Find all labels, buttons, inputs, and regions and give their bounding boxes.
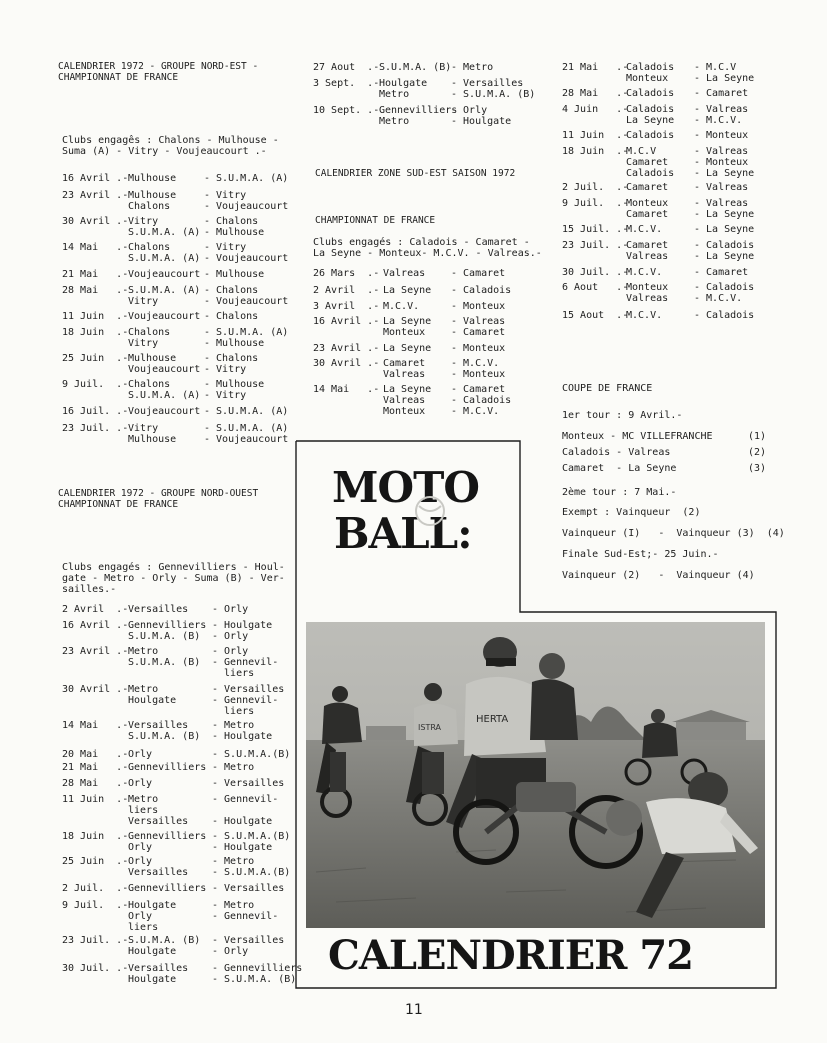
away-team: - Versailles - Gennevil- liers (212, 684, 285, 717)
sud-est-subtitle: CHAMPIONNAT DE FRANCE (315, 215, 436, 226)
away-team: - S.U.M.A. (A) - Mulhouse (204, 327, 289, 349)
match-date: 4 Juin .- (562, 104, 629, 115)
home-team: La Seyne Valreas Monteux (383, 384, 432, 417)
match-date: 18 Juin .- (62, 327, 129, 338)
away-team: - Camaret (451, 268, 506, 279)
match-date: 3 Avril .- (313, 301, 380, 312)
away-team: - Caladois (694, 310, 755, 321)
coupe-match-3: Camaret - La Seyne (562, 463, 677, 474)
away-team: - Monteux (451, 301, 506, 312)
away-team: - Camaret - Caladois - M.C.V. (451, 384, 512, 417)
coupe-round2-match: Vainqueur (I) - Vainqueur (3) (4) (562, 528, 785, 539)
home-team: La Seyne Monteux (383, 316, 432, 338)
home-team: Versailles S.U.M.A. (B) (128, 720, 201, 742)
match-date: 9 Juil. .- (62, 379, 129, 390)
home-team: Vitry S.U.M.A. (A) (128, 216, 201, 238)
coupe-match-1: Monteux - MC VILLEFRANCHE (562, 431, 713, 442)
match-date: 28 Mai .- (62, 778, 129, 789)
svg-text:ISTRA: ISTRA (418, 723, 442, 732)
calendrier-72-heading: CALENDRIER 72 (328, 932, 694, 979)
away-team: - Caladois (451, 285, 512, 296)
away-team: - Chalons - Voujeaucourt (204, 285, 289, 307)
away-team: - Metro - S.U.M.A.(B) (212, 856, 291, 878)
match-date: 18 Juin .- (562, 146, 629, 157)
match-date: 30 Juil. .- (562, 267, 629, 278)
nord-est-title: CALENDRIER 1972 - GROUPE NORD-EST - CHAMPIONNAT DE FRANCE (58, 61, 259, 83)
home-team: Metro liers Versailles (128, 794, 189, 827)
home-team: Mulhouse Voujeaucourt (128, 353, 201, 375)
home-team: M.C.V. (383, 301, 420, 312)
match-date: 11 Juin .- (62, 794, 129, 805)
coupe-finale: Finale Sud-Est;- 25 Juin.- (562, 549, 719, 560)
coupe-tour1: 1er tour : 9 Avril.- (562, 410, 683, 421)
match-date: 21 Mai .- (62, 269, 129, 280)
away-team: - Camaret (694, 88, 749, 99)
home-team: Camaret Valreas (626, 240, 669, 262)
sud-est-clubs: Clubs engagés : Caladois - Camaret - La Seyne - Monteux- M.C.V. - Valreas.- (313, 237, 542, 259)
match-date: 14 Mai .- (62, 242, 129, 253)
home-team: Versailles (128, 604, 189, 615)
nord-ouest-clubs: Clubs engagés : Gennevilliers - Houl- gate - Metro - Orly - Suma (B) - Ver- sailles.- (62, 562, 285, 595)
away-team: - S.U.M.A.(B) (212, 749, 291, 760)
home-team: Voujeaucourt (128, 311, 201, 322)
home-team: Camaret (626, 182, 669, 193)
away-team: - Orly - Gennevil- liers (212, 646, 279, 679)
coupe-match-3-num: (3) (748, 463, 767, 474)
home-team: Mulhouse (128, 173, 177, 184)
away-team: - Versailles (212, 778, 285, 789)
headline-ball: BALL: (334, 509, 472, 558)
home-team: Gennevilliers Orly (128, 831, 207, 853)
match-date: 2 Juil. .- (62, 883, 129, 894)
match-date: 2 Avril .- (313, 285, 380, 296)
home-team: Valreas (383, 268, 426, 279)
away-team: - Mulhouse - Vitry (204, 379, 265, 401)
match-date: 18 Juin .- (62, 831, 129, 842)
match-date: 23 Avril .- (62, 646, 129, 657)
headline-moto: MOTO (332, 463, 479, 512)
home-team: Orly (128, 778, 153, 789)
away-team: - Versailles (212, 883, 285, 894)
away-team: - Camaret (694, 267, 749, 278)
match-date: 23 Avril .- (313, 343, 380, 354)
motoball-photo (306, 622, 765, 928)
away-team: - Versailles - Orly (212, 935, 285, 957)
away-team: - Metro - Houlgate (212, 720, 273, 742)
home-team: Caladois Monteux (626, 62, 675, 84)
home-team: La Seyne (383, 343, 432, 354)
match-date: 23 Juil. .- (62, 935, 129, 946)
match-date: 15 Juil. .- (562, 224, 629, 235)
away-team: - Chalons (204, 311, 259, 322)
match-date: 30 Avril .- (62, 216, 129, 227)
away-team: - Versailles - S.U.M.A. (B) (451, 78, 536, 100)
away-team: - Monteux (451, 343, 506, 354)
away-team: - Valreas - La Seyne (694, 198, 755, 220)
match-date: 11 Juin .- (562, 130, 629, 141)
away-team: - Gennevilliers - S.U.M.A. (B) (212, 963, 303, 985)
coupe-title: COUPE DE FRANCE (562, 383, 653, 394)
home-team: Chalons S.U.M.A. (A) (128, 242, 201, 264)
home-team: M.C.V. (626, 267, 663, 278)
home-team: Voujeaucourt (128, 269, 201, 280)
motoball-photo-art (306, 622, 765, 928)
home-team: S.U.M.A. (B) (379, 62, 452, 73)
match-date: 9 Juil. .- (62, 900, 129, 911)
home-team: Caladois La Seyne (626, 104, 675, 126)
away-team: - Chalons - Vitry (204, 353, 259, 375)
match-date: 20 Mai .- (62, 749, 129, 760)
match-date: 30 Avril .- (62, 684, 129, 695)
match-date: 25 Juin .- (62, 353, 129, 364)
away-team: - Gennevil- - Houlgate (212, 794, 279, 827)
away-team: - S.U.M.A. (A) (204, 173, 289, 184)
match-date: 16 Avril .- (62, 620, 129, 631)
away-team: - Caladois - M.C.V. (694, 282, 755, 304)
page-number: 11 (405, 1002, 423, 1018)
home-team: M.C.V. (626, 224, 663, 235)
home-team: S.U.M.A. (A) Vitry (128, 285, 201, 307)
coupe-match-2: Caladois - Valreas (562, 447, 671, 458)
home-team: Gennevilliers (128, 883, 207, 894)
match-date: 16 Avril .- (313, 316, 380, 327)
away-team: - Metro - Gennevil- (212, 900, 279, 922)
coupe-match-1-num: (1) (748, 431, 767, 442)
away-team: - Valreas - Monteux - La Seyne (694, 146, 755, 179)
match-date: 16 Avril .- (62, 173, 129, 184)
match-date: 9 Juil. .- (562, 198, 629, 209)
away-team: - Metro (212, 762, 255, 773)
match-date: 28 Mai .- (562, 88, 629, 99)
home-team: Caladois (626, 88, 675, 99)
away-team: - Orly - Houlgate (451, 105, 512, 127)
away-team: - Vitry - Voujeaucourt (204, 242, 289, 264)
home-team: Houlgate Orly liers (128, 900, 177, 933)
away-team: - Monteux (694, 130, 749, 141)
ball-icon (410, 494, 450, 528)
away-team: - Valreas - Camaret (451, 316, 506, 338)
home-team: Vitry Mulhouse (128, 423, 177, 445)
match-date: 28 Mai .- (62, 285, 129, 296)
match-date: 15 Aout .- (562, 310, 629, 321)
away-team: - Chalons - Mulhouse (204, 216, 265, 238)
match-date: 21 Mai .- (62, 762, 129, 773)
home-team: M.C.V. (626, 310, 663, 321)
home-team: Metro S.U.M.A. (B) (128, 646, 201, 668)
match-date: 16 Juil. .- (62, 406, 129, 417)
coupe-tour2: 2ème tour : 7 Mai.- (562, 487, 677, 498)
away-team: - Caladois - La Seyne (694, 240, 755, 262)
away-team: - Orly (212, 604, 249, 615)
away-team: - Valreas (694, 182, 749, 193)
away-team: - Vitry - Voujeaucourt (204, 190, 289, 212)
away-team: - Valreas - M.C.V. (694, 104, 749, 126)
home-team: Caladois (626, 130, 675, 141)
nord-est-clubs: Clubs engagês : Chalons - Mulhouse - Suma (A) - Vitry - Voujeaucourt .- (62, 135, 279, 157)
away-team: - S.U.M.A. (A) - Voujeaucourt (204, 423, 289, 445)
home-team: Versailles Houlgate (128, 963, 189, 985)
svg-text:HERTA: HERTA (476, 714, 509, 725)
match-date: 2 Avril .- (62, 604, 129, 615)
home-team: Orly (128, 749, 153, 760)
match-date: 23 Juil. .- (62, 423, 129, 434)
home-team: S.U.M.A. (B) Houlgate (128, 935, 201, 957)
match-date: 6 Aout .- (562, 282, 629, 293)
home-team: Monteux Valreas (626, 282, 669, 304)
away-team: - M.C.V - La Seyne (694, 62, 755, 84)
match-date: 2 Juil. .- (562, 182, 629, 193)
away-team: - M.C.V. - Monteux (451, 358, 506, 380)
home-team: Chalons S.U.M.A. (A) (128, 379, 201, 401)
home-team: Chalons Vitry (128, 327, 171, 349)
match-date: 11 Juin .- (62, 311, 129, 322)
home-team: Gennevilliers Metro (379, 105, 458, 127)
match-date: 14 Mai .- (313, 384, 380, 395)
nord-ouest-title: CALENDRIER 1972 - GROUPE NORD-OUEST CHAMPIONNAT DE FRANCE (58, 488, 259, 510)
home-team: Gennevilliers (128, 762, 207, 773)
home-team: Metro Houlgate (128, 684, 177, 706)
match-date: 25 Juin .- (62, 856, 129, 867)
home-team: Houlgate Metro (379, 78, 428, 100)
match-date: 26 Mars .- (313, 268, 380, 279)
away-team: - S.U.M.A. (A) (204, 406, 289, 417)
match-date: 14 Mai .- (62, 720, 129, 731)
match-date: 10 Sept. .- (313, 105, 380, 116)
home-team: Voujeaucourt (128, 406, 201, 417)
home-team: Mulhouse Chalons (128, 190, 177, 212)
coupe-finale-match: Vainqueur (2) - Vainqueur (4) (562, 570, 755, 581)
home-team: M.C.V Camaret Caladois (626, 146, 675, 179)
coupe-match-2-num: (2) (748, 447, 767, 458)
match-date: 30 Avril .- (313, 358, 380, 369)
away-team: - Metro (451, 62, 494, 73)
home-team: Gennevilliers S.U.M.A. (B) (128, 620, 207, 642)
match-date: 23 Juil. .- (562, 240, 629, 251)
away-team: - La Seyne (694, 224, 755, 235)
home-team: Camaret Valreas (383, 358, 426, 380)
match-date: 23 Avril .- (62, 190, 129, 201)
away-team: - S.U.M.A.(B) - Houlgate (212, 831, 291, 853)
home-team: Orly Versailles (128, 856, 189, 878)
match-date: 30 Juil. .- (62, 963, 129, 974)
away-team: - Mulhouse (204, 269, 265, 280)
sud-est-title: CALENDRIER ZONE SUD-EST SAISON 1972 (315, 168, 516, 179)
match-date: 27 Aout .- (313, 62, 380, 73)
home-team: La Seyne (383, 285, 432, 296)
away-team: - Houlgate - Orly (212, 620, 273, 642)
match-date: 21 Mai .- (562, 62, 629, 73)
home-team: Monteux Camaret (626, 198, 669, 220)
coupe-exempt: Exempt : Vainqueur (2) (562, 507, 701, 518)
match-date: 3 Sept. .- (313, 78, 380, 89)
